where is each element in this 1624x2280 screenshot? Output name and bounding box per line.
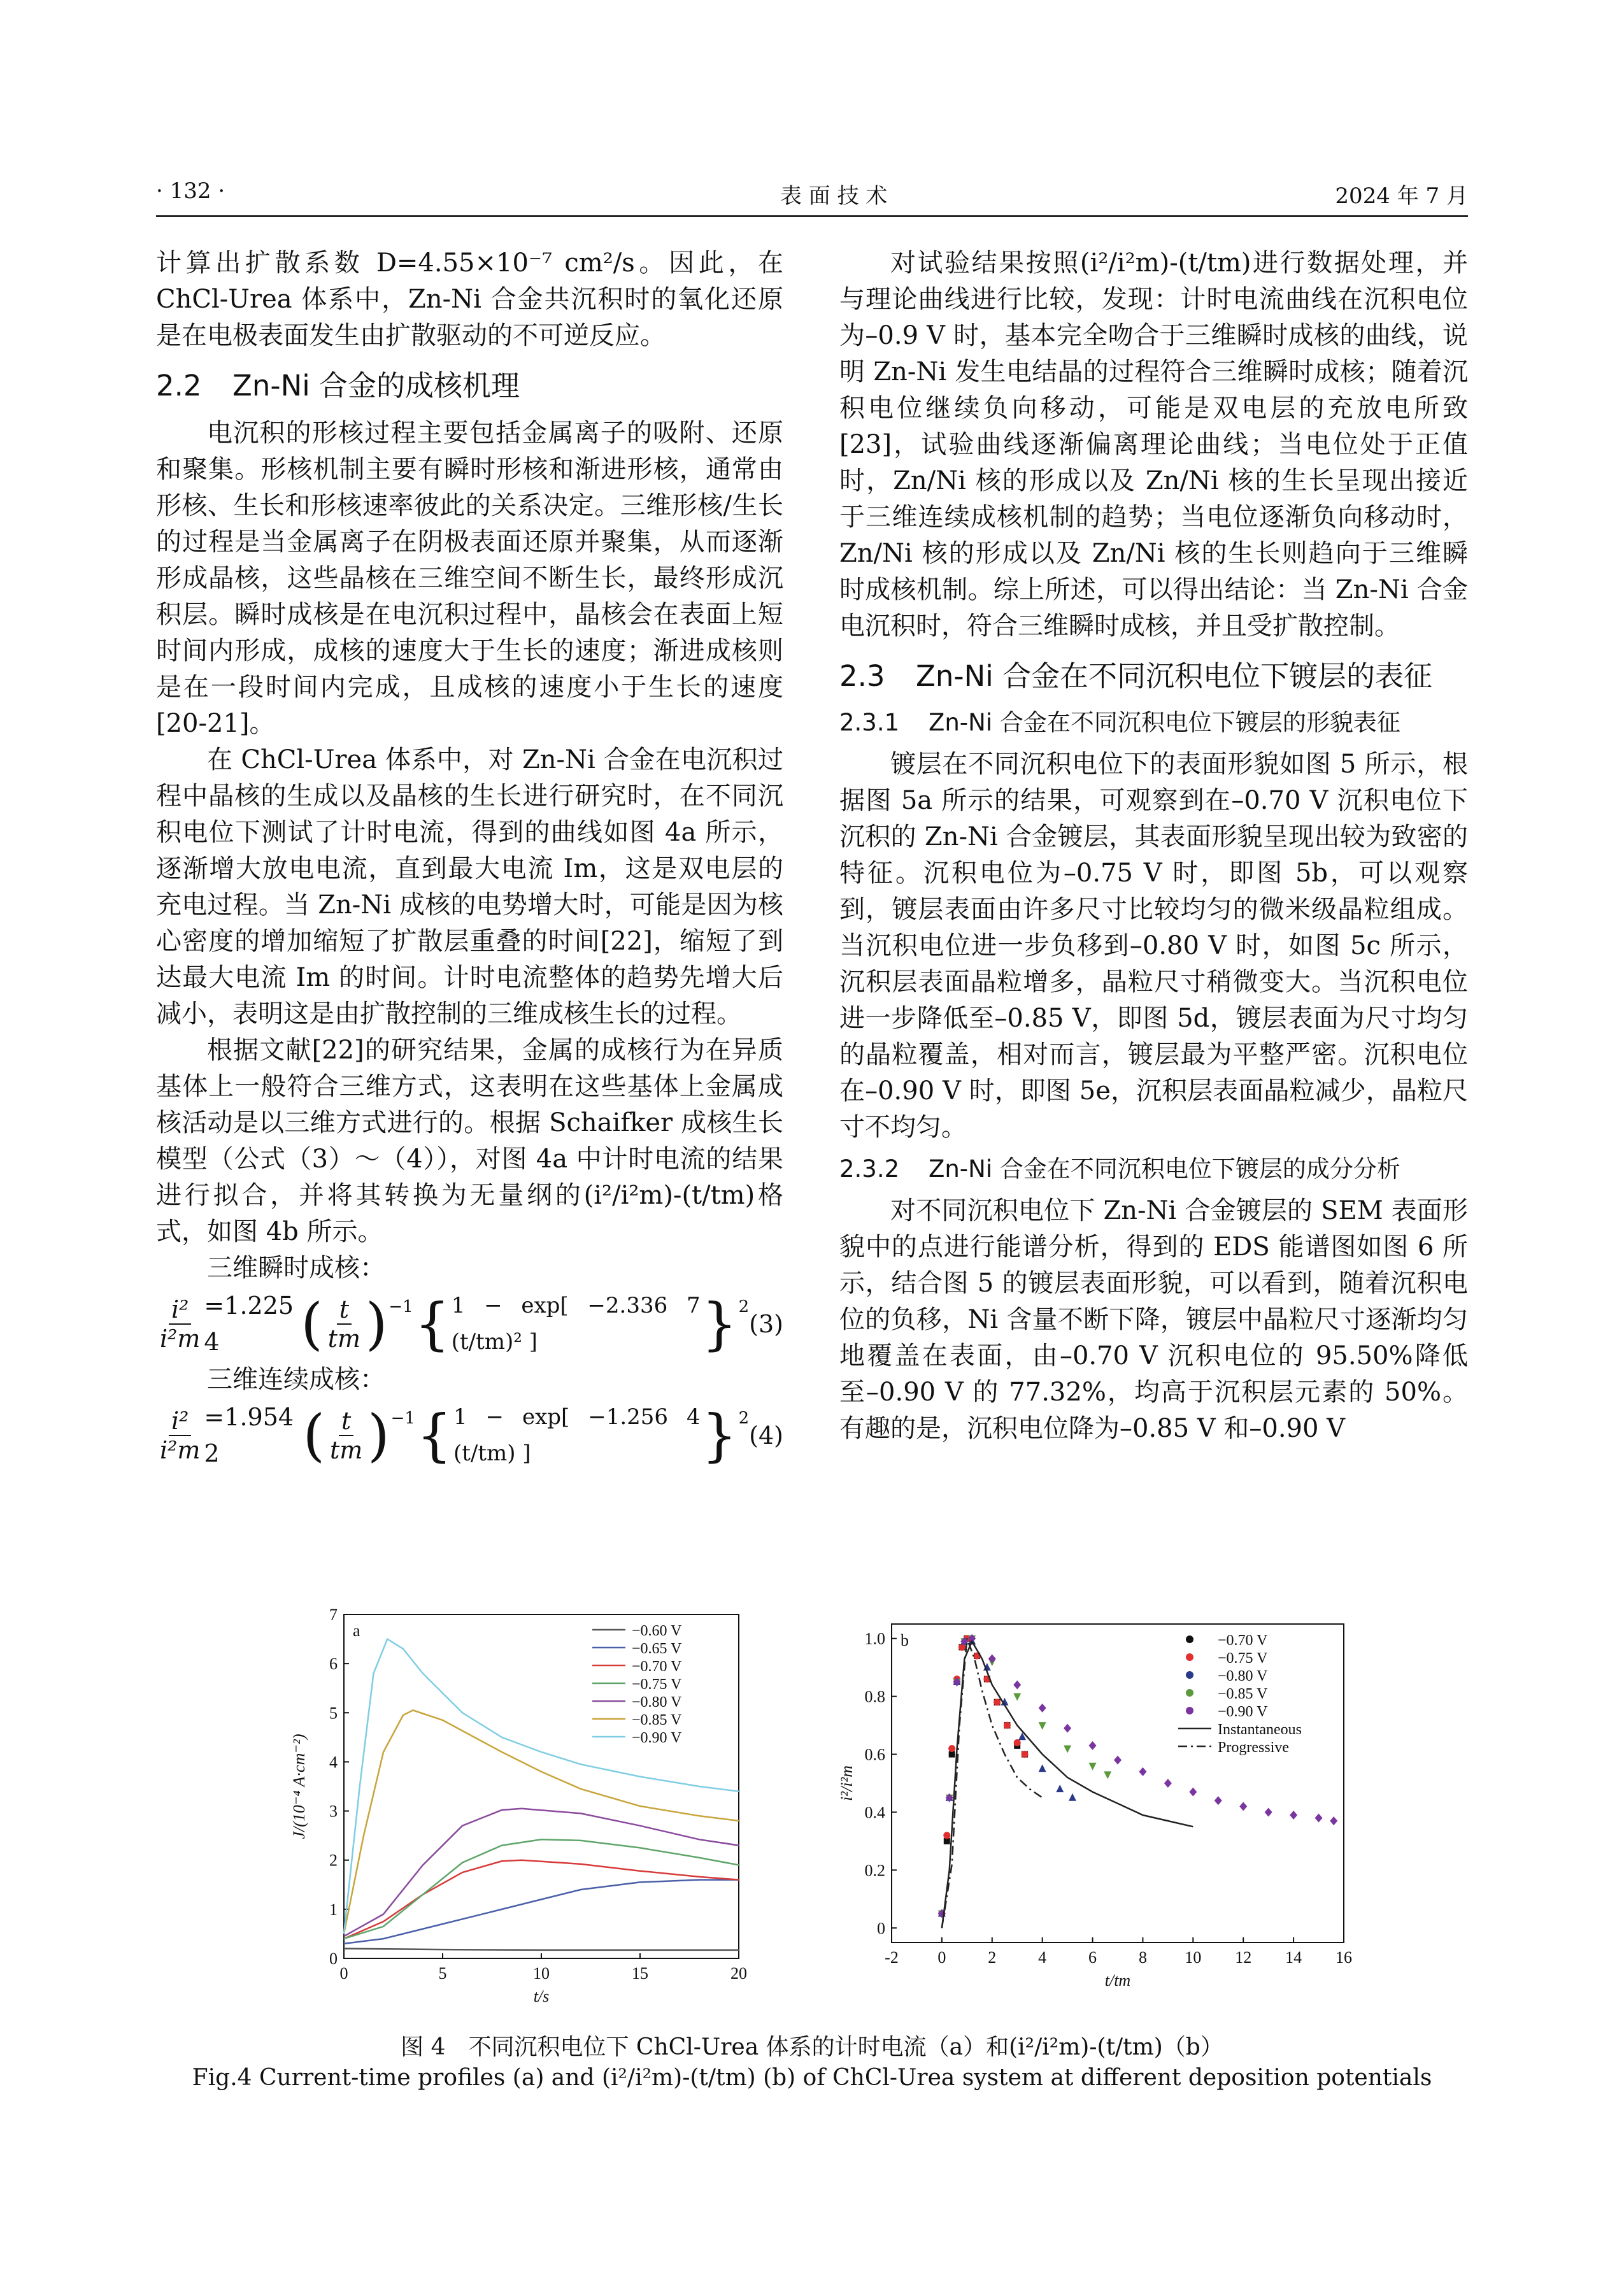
data-point [1022,1751,1029,1758]
x-tick-label: 15 [632,1964,648,1983]
section-number: 2.2 [156,369,202,403]
legend-label: −0.85 V [632,1712,682,1728]
data-point [948,1745,955,1752]
page-number: · 132 · [156,178,225,204]
paragraph: 根据文献[22]的研究结果，金属的成核行为在异质基体上一般符合三维方式，这表明在这些基体上金属成核活动是以三维方式进行的。根据 Schaifker 成核生长模型（公式（3）～（4）），对图 4a 中计时电流的结果进行拟合，并将其转换为无量纲的(i²/i²m)-(t/tm)格式，如图 4b 所示。 [156,1036,783,1246]
y-tick-label: 6 [329,1655,338,1674]
journal-name: 表 面 技 术 [780,183,888,209]
page-header [156,171,1468,217]
chart-b-dimensionless [828,1605,1376,2013]
paragraph: 镀层在不同沉积电位下的表面形貌如图 5 所示，根据图 5a 所示的结果，可观察到在–0.70 V 沉积电位下沉积的 Zn-Ni 合金镀层，其表面形貌呈现出较为致密的特征。沉积电位为–0.75 V 时，即图 5b，可以观察到，镀层表面由许多尺寸比较均匀的微米级晶粒组成。当沉积电位进一步负移到–0.80 V 时，如图 5c 所示，沉积层表面晶粒增多，晶粒尺寸稍微变大。当沉积电位进一步降低至–0.85 V，即图 5d，镀层表面为尺寸均匀的晶粒覆盖，相对而言，镀层最为平整严密。沉积电位在–0.90 V 时，即图 5e，沉积层表面晶粒减少，晶粒尺寸不均匀。 [839,750,1468,1142]
x-tick-label: 12 [1235,1948,1252,1967]
data-point [1164,1779,1172,1788]
y-tick-label: 0.2 [864,1861,885,1880]
x-tick-label: 6 [1088,1948,1097,1967]
data-point [1265,1807,1272,1816]
data-point [1114,1756,1122,1765]
legend-swatch [1186,1671,1193,1679]
x-tick-label: 8 [1138,1948,1147,1967]
section-title: Zn-Ni 合金在不同沉积电位下镀层的表征 [916,659,1433,693]
equation-number: (3) [749,1309,783,1338]
data-point [1064,1745,1071,1753]
x-tick-label: 0 [937,1948,946,1967]
x-tick-label: 10 [533,1964,550,1983]
paragraph: 电沉积的形核过程主要包括金属离子的吸附、还原和聚集。形核机制主要有瞬时形核和渐进形核，通常由形核、生长和形核速率彼此的关系决定。三维形核/生长的过程是当金属离子在阴极表面还原并聚集，从而逐渐形成晶核，这些晶核在三维空间不断生长，最终形成沉积层。瞬时成核是在电沉积过程中，晶核会在表面上短时间内形成，成核的速度大于生长的速度；渐进成核则是在一段时间内完成，且成核的速度小于生长的速度[20-21]。 [156,418,783,738]
x-tick-label: 5 [438,1964,447,1983]
section-number: 2.3.2 [839,1155,900,1183]
x-tick-label: 16 [1336,1948,1352,1967]
y-tick-label: 0.4 [864,1803,885,1822]
data-point [943,1832,950,1839]
subsection-heading-2-3-1 [839,706,1468,740]
issue-date: 2024 年 7 月 [1335,183,1468,209]
data-point [1089,1741,1097,1750]
legend-label: −0.75 V [632,1676,682,1693]
figure-caption-cn: 图 4 不同沉积电位下 ChCl-Urea 体系的计时电流（a）和(i²/i²m)-(t/tm)（b） [401,2034,1223,2060]
subsection-heading-2-3-2 [839,1152,1468,1186]
paragraph: 在 ChCl-Urea 体系中，对 Zn-Ni 合金在电沉积过程中晶核的生成以及晶核的生长进行研究时，在不同沉积电位下测试了计时电流，得到的曲线如图 4a 所示，逐渐增大放电电流，直到最大电流 Im，这是双电层的充电过程。当 Zn-Ni 成核的电势增大时，可能是因为核心密度的增加缩短了扩散层重叠的时间[22]，缩短了到达最大电流 Im 的时间。计时电流整体的趋势先增大后减小，表明这是由扩散控制的三维成核生长的过程。 [156,745,783,1029]
data-point [1330,1816,1337,1825]
figure-caption-en: Fig.4 Current-time profiles (a) and (i²/i²m)-(t/tm) (b) of ChCl-Urea system at different deposition potentials [192,2065,1432,2091]
section-heading-2-3 [839,657,1468,695]
data-point [1056,1785,1064,1792]
data-point [1039,1722,1046,1730]
y-tick-label: 0 [877,1919,885,1938]
x-axis-label: t/tm [1104,1971,1131,1990]
panel-label: b [901,1631,909,1649]
equation-number: (4) [749,1421,783,1450]
y-tick-label: 3 [329,1802,338,1821]
legend-swatch [1186,1707,1193,1714]
equation-4: $\frac{\text{i²}}{\text{i²m}}$ =1.954 2 ( $\frac{t}{tm}$ ) $^{-1}$ { 1 − exp[ −1.256 4 (t/tm) ] } $^2$ (4) [160,1402,783,1468]
x-axis-label: t/s [533,1987,550,2006]
y-axis-label: i²/i²m [837,1765,856,1802]
x-tick-label: 0 [339,1964,348,1983]
legend-label: −0.60 V [632,1623,682,1639]
data-point [1139,1767,1146,1776]
series-line [942,1641,1193,1928]
right-column [839,245,1468,1447]
equation-label: 三维连续成核： [207,1365,385,1394]
y-tick-label: 7 [329,1606,338,1624]
chart-a-current-time [280,1602,815,2016]
section-number: 2.3.1 [839,709,900,736]
section-heading-2-2 [156,367,783,405]
x-tick-label: 2 [988,1948,997,1967]
data-point [1013,1693,1021,1701]
data-point [1004,1722,1011,1729]
x-tick-label: 20 [730,1964,747,1983]
series-line [344,1949,739,1950]
y-tick-label: 0 [329,1949,338,1968]
y-tick-label: 5 [329,1704,338,1723]
data-point [949,1751,955,1758]
y-tick-label: 0.6 [864,1745,885,1764]
data-point [1239,1802,1247,1811]
legend-label: −0.65 V [632,1641,682,1657]
legend-label: −0.75 V [1218,1650,1268,1667]
x-tick-label: 10 [1185,1948,1202,1967]
legend-label: Instantaneous [1218,1721,1302,1738]
data-point [1013,1680,1021,1689]
data-point [1290,1811,1297,1820]
legend-swatch [1186,1653,1193,1661]
legend-label: −0.90 V [632,1730,682,1746]
data-point [1014,1739,1021,1746]
section-title: Zn-Ni 合金在不同沉积电位下镀层的成分分析 [929,1155,1400,1183]
data-point [1189,1788,1197,1797]
legend-label: −0.70 V [632,1658,682,1675]
y-tick-label: 4 [329,1753,338,1772]
legend-swatch [1186,1689,1193,1697]
data-point [1039,1704,1046,1713]
y-tick-label: 2 [329,1851,338,1870]
y-tick-label: 0.8 [864,1687,885,1706]
left-column [156,245,783,1473]
data-point [988,1655,996,1664]
data-point [1214,1796,1222,1805]
panel-label: a [353,1621,360,1640]
data-point [994,1699,1001,1706]
legend-label: −0.80 V [632,1694,682,1711]
legend-label: Progressive [1218,1739,1289,1756]
x-tick-label: 14 [1285,1948,1302,1967]
x-tick-label: 4 [1038,1948,1047,1967]
legend-swatch [1186,1635,1193,1643]
paragraph: 对不同沉积电位下 Zn-Ni 合金镀层的 SEM 表面形貌中的点进行能谱分析，得到的 EDS 能谱图如图 6 所示，结合图 5 的镀层表面形貌，可以看到，随着沉积电位的负移，Ni 含量不断下降，镀层中晶粒尺寸逐渐均匀地覆盖在表面，由–0.70 V 沉积电位的 95.50%降低至–0.90 V 的 77.32%，均高于沉积层元素的 50%。有趣的是，沉积电位降为–0.85 V 和–0.90 V [839,1196,1468,1443]
data-point [1069,1793,1076,1801]
data-point [1039,1764,1046,1772]
x-tick-label: -2 [885,1948,899,1967]
y-tick-label: 1 [329,1900,338,1919]
data-point [1064,1724,1071,1733]
paragraph: 计算出扩散系数 D=4.55×10⁻⁷ cm²/s。因此，在 ChCl-Urea 体系中，Zn-Ni 合金共沉积时的氧化还原是在电极表面发生由扩散驱动的不可逆反应。 [156,248,783,350]
legend-label: −0.70 V [1218,1632,1268,1649]
section-title: Zn-Ni 合金在不同沉积电位下镀层的形貌表征 [929,709,1400,736]
y-axis-label: J/(10⁻⁴ A·cm⁻²) [290,1734,308,1839]
paragraph: 对试验结果按照(i²/i²m)-(t/tm)进行数据处理，并与理论曲线进行比较，发现：计时电流曲线在沉积电位为–0.9 V 时，基本完全吻合于三维瞬时成核的曲线，说明 Zn-Ni 发生电结晶的过程符合三维瞬时成核；随着沉积电位继续负向移动，可能是双电层的充放电所致[23]，试验曲线逐渐偏离理论曲线；当电位处于正值时，Zn/Ni 核的形成以及 Zn/Ni 核的生长呈现出接近于三维连续成核机制的趋势；当电位逐渐负向移动时，Zn/Ni 核的形成以及 Zn/Ni 核的生长则趋向于三维瞬时成核机制。综上所述，可以得出结论：当 Zn-Ni 合金电沉积时，符合三维瞬时成核，并且受扩散控制。 [839,248,1468,641]
section-number: 2.3 [839,659,885,693]
plot-frame [892,1624,1344,1942]
series-line [344,1809,739,1937]
legend-label: −0.80 V [1218,1668,1268,1685]
data-point [944,1838,950,1844]
data-point [1089,1763,1097,1771]
legend-label: −0.85 V [1218,1686,1268,1702]
data-point [1315,1814,1323,1823]
legend-label: −0.90 V [1218,1704,1268,1720]
section-title: Zn-Ni 合金的成核机理 [232,369,520,403]
y-tick-label: 1.0 [864,1629,885,1648]
data-point [1104,1771,1111,1779]
equation-label: 三维瞬时成核： [207,1253,385,1283]
equation-3: $\frac{\text{i²}}{\text{i²m}}$ =1.225 4 ( $\frac{t}{tm}$ ) $^{-1}$ { 1 − exp[ −2.336 7 (t/tm)² ] } $^2$ (3) [160,1291,783,1357]
